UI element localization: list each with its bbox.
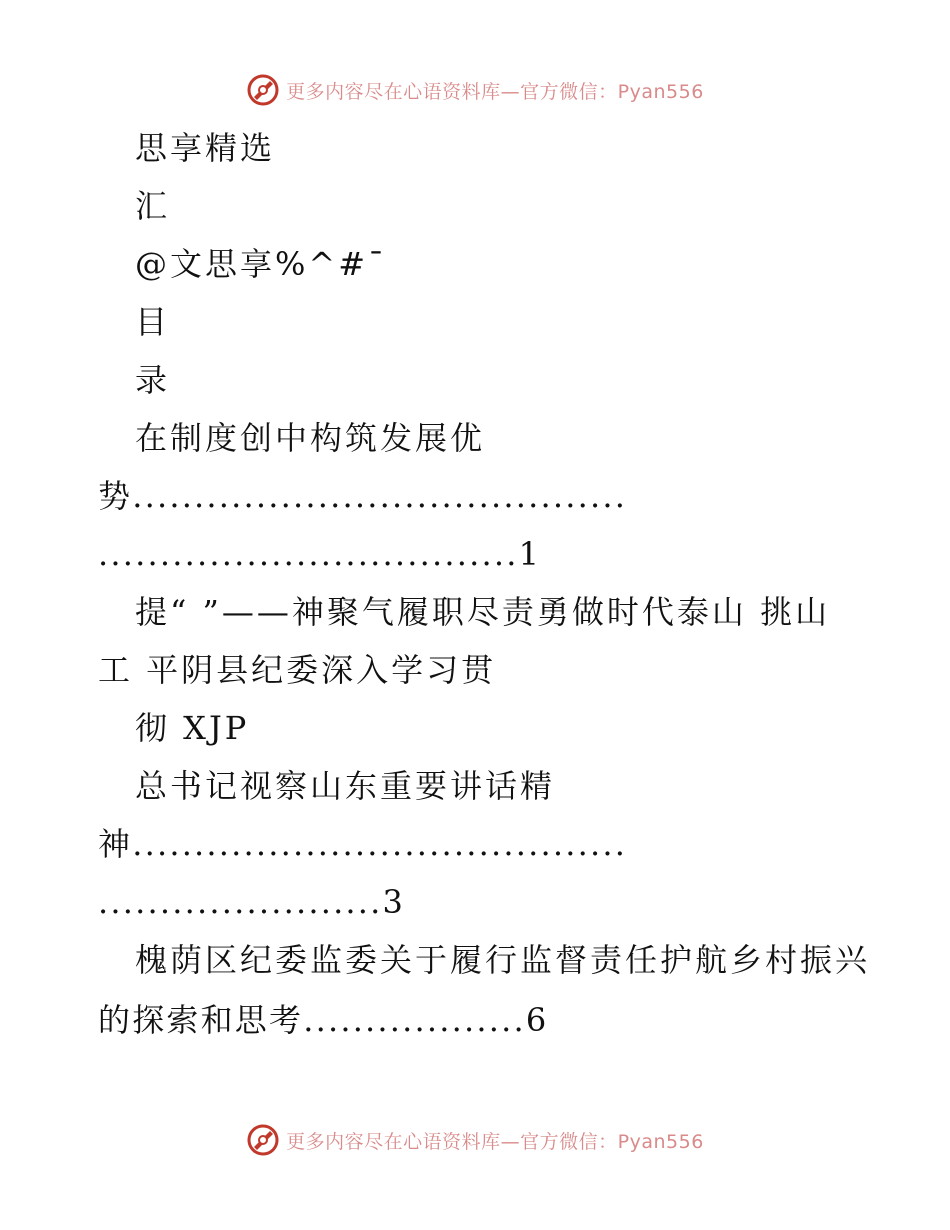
toc-entry-1-page: ..................................1 [98, 535, 542, 573]
toc-entry-2-page: .......................3 [98, 883, 406, 921]
watermark-text: 更多内容尽在心语资料库—官方微信：Pyan556 [286, 1130, 704, 1153]
toc-entry-2-title-cont2: 彻 XJP [135, 709, 250, 747]
toc-entry-3-page: 的探索和思考..................6 [98, 1001, 549, 1039]
toc-line-3: @文思享%^#¯ [135, 245, 388, 283]
toc-line-1: 思享精选 [135, 129, 276, 167]
toc-line-2: 汇 [135, 187, 171, 225]
toc-entry-1-leader: 势........................................ [98, 477, 628, 515]
header-watermark [0, 70, 950, 110]
toc-entry-3-title[interactable]: 槐荫区纪委监委关于履行监督责任护航乡村振兴 [135, 941, 871, 979]
toc-heading-mu: 目 [135, 303, 171, 341]
toc-heading-lu: 录 [135, 361, 171, 399]
footer-watermark [0, 1120, 950, 1160]
watermark-text: 更多内容尽在心语资料库—官方微信：Pyan556 [286, 80, 704, 103]
brush-logo-icon [246, 1123, 280, 1157]
toc-entry-2-leader: 神........................................ [98, 825, 628, 863]
toc-entry-2-title-cont: 工 平阴县纪委深入学习贯 [98, 651, 497, 689]
toc-entry-2-title[interactable]: 提“ ”——神聚气履职尽责勇做时代泰山 挑山 [135, 593, 831, 631]
toc-entry-1-title[interactable]: 在制度创中构筑发展优 [135, 419, 486, 457]
brush-logo-icon [246, 73, 280, 107]
toc-entry-2-title-cont3: 总书记视察山东重要讲话精 [135, 767, 556, 805]
